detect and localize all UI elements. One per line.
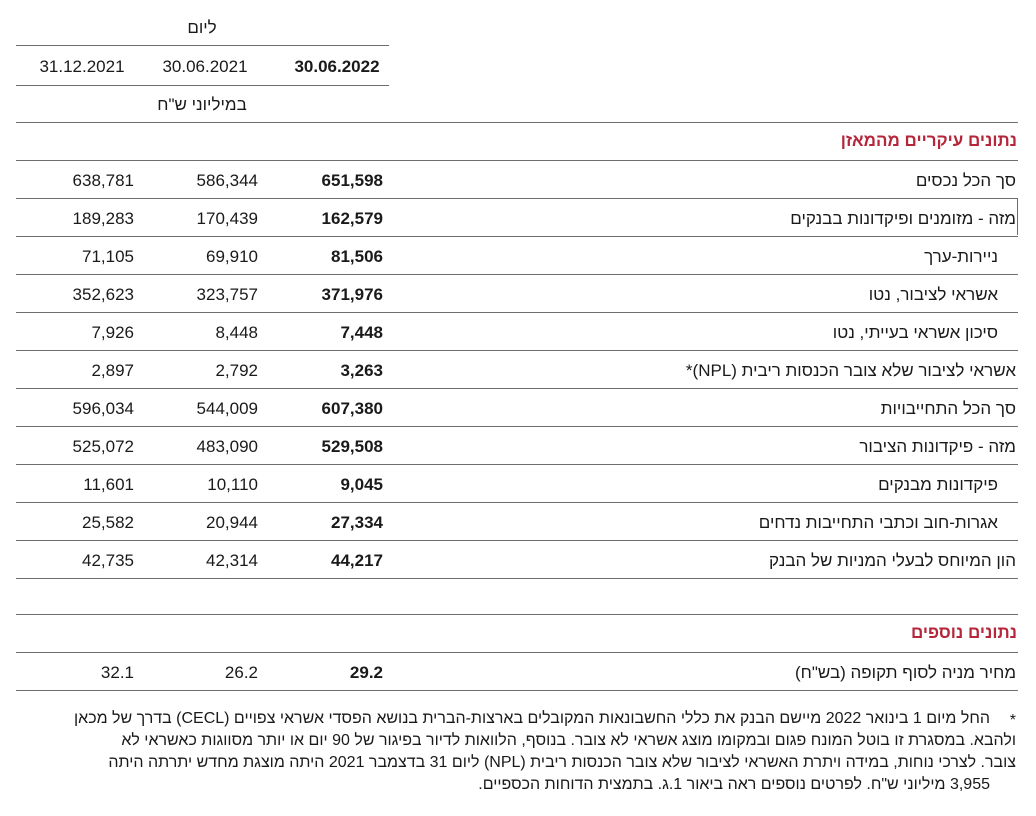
row-value-2021-06: 10,110 (207, 475, 258, 494)
col-date-2: 30.06.2021 (162, 57, 248, 76)
row-value-2022-06: 371,976 (321, 285, 383, 304)
row-divider (16, 502, 1018, 503)
section-divider-bottom (16, 160, 1018, 161)
section2-divider-bottom (16, 652, 1018, 653)
row-value-2021-12: 71,105 (82, 247, 134, 266)
col-date-1: 30.06.2022 (294, 57, 380, 76)
row-divider (16, 426, 1018, 427)
row-value-2021-12: 638,781 (72, 171, 134, 190)
row-divider (16, 388, 1018, 389)
row-label: אגרות-חוב וכתבי התחייבות נדחים (758, 513, 998, 532)
row-divider (16, 198, 1018, 199)
row-divider (16, 690, 1018, 691)
row-value-2022-06: 529,508 (321, 437, 383, 456)
row-value-2021-06: 69,910 (206, 247, 258, 266)
row-value-2022-06: 44,217 (331, 551, 383, 570)
row-divider (16, 578, 1018, 579)
row-label: סיכון אשראי בעייתי, נטו (832, 323, 998, 342)
header-divider-2 (16, 85, 389, 86)
footnote-marker: * (1009, 712, 1016, 729)
row-divider (16, 236, 1018, 237)
row-value-2021-12: 11,601 (83, 475, 134, 494)
row-value-2021-12: 596,034 (72, 399, 134, 418)
row-label: אשראי לציבור שלא צובר הכנסות ריבית (NPL)* (685, 361, 1016, 380)
section-divider-top (16, 122, 1018, 123)
footnote-line-4: 3,955 מיליוני ש"ח. לפרטים נוספים ראה ביאור 1.ג. בתמצית הדוחות הכספיים. (478, 776, 990, 793)
row-value-2021-12: 2,897 (91, 361, 134, 380)
row-value-2022-06: 9,045 (340, 475, 383, 494)
row-label: מזה - מזומנים ופיקדונות בבנקים (790, 209, 1016, 228)
footnote-line-2: ולהבא. במסגרת זו בוטל המונח פגום ובמקומו מוצג אשראי לא צובר. בנוסף, הלוואות לדיור בפיגור של 90 יום או יותר מסווגות כאשראי לא (121, 732, 1016, 749)
row-value-2021-12: 42,735 (82, 551, 134, 570)
row-value-2021-12: 32.1 (100, 663, 134, 682)
row-divider (16, 464, 1018, 465)
row-value-2021-12: 525,072 (72, 437, 134, 456)
row-value-2021-12: 352,623 (72, 285, 134, 304)
row-value-2021-12: 25,582 (82, 513, 134, 532)
row-value-2022-06: 3,263 (340, 361, 383, 380)
row-value-2021-06: 170,439 (196, 209, 258, 228)
section2-divider-top (16, 614, 1018, 615)
row-value-2021-06: 483,090 (196, 437, 258, 456)
row-edge-marker (1017, 199, 1018, 235)
row-value-2022-06: 7,448 (340, 323, 383, 342)
row-value-2021-06: 8,448 (215, 323, 258, 342)
row-value-2021-06: 323,757 (196, 285, 258, 304)
row-value-2021-12: 7,926 (91, 323, 134, 342)
row-value-2022-06: 607,380 (321, 399, 383, 418)
row-value-2022-06: 29.2 (349, 663, 383, 682)
row-value-2021-06: 42,314 (206, 551, 258, 570)
row-label: פיקדונות מבנקים (878, 475, 998, 494)
footnote-line-3: צובר. לצרכי נוחות, במידה ויתרת האשראי לציבור שלא צובר הכנסות ריבית (NPL) ליום 31 בדצמבר 2021 היתה מוצגת מחדש יתרתה היתה (108, 754, 1016, 771)
unit-label: במיליוני ש"ח (157, 95, 247, 114)
row-value-2021-06: 544,009 (196, 399, 258, 418)
row-value-2022-06: 27,334 (331, 513, 383, 532)
row-divider (16, 350, 1018, 351)
row-value-2021-06: 20,944 (206, 513, 258, 532)
row-divider (16, 540, 1018, 541)
row-label: מחיר מניה לסוף תקופה (בש"ח) (795, 663, 1016, 682)
row-label: הון המיוחס לבעלי המניות של הבנק (769, 551, 1016, 570)
row-label: סך הכל התחייבויות (880, 399, 1016, 418)
as-of-label: ליום (187, 18, 217, 37)
row-divider (16, 274, 1018, 275)
row-label: סך הכל נכסים (915, 171, 1016, 190)
row-value-2022-06: 651,598 (321, 171, 383, 190)
row-label: מזה - פיקדונות הציבור (859, 437, 1016, 456)
row-divider (16, 312, 1018, 313)
row-label: אשראי לציבור, נטו (868, 285, 998, 304)
row-value-2021-06: 586,344 (196, 171, 258, 190)
col-date-3: 31.12.2021 (39, 57, 125, 76)
header-divider-1 (16, 45, 389, 46)
row-value-2021-06: 2,792 (215, 361, 258, 380)
row-value-2021-06: 26.2 (224, 663, 258, 682)
section-title-balance: נתונים עיקריים מהמאזן (840, 131, 1017, 150)
section-title-additional: נתונים נוספים (910, 623, 1017, 642)
row-value-2021-12: 189,283 (72, 209, 134, 228)
row-label: ניירות-ערך (924, 247, 998, 266)
row-value-2022-06: 81,506 (331, 247, 383, 266)
row-value-2022-06: 162,579 (321, 209, 383, 228)
footnote-line-1: החל מיום 1 בינואר 2022 מיישם הבנק את כללי החשבונאות המקובלים בארצות-הברית בנושא הפסדי אשראי צפויים (CECL) בדרך של מכאן (74, 710, 990, 727)
